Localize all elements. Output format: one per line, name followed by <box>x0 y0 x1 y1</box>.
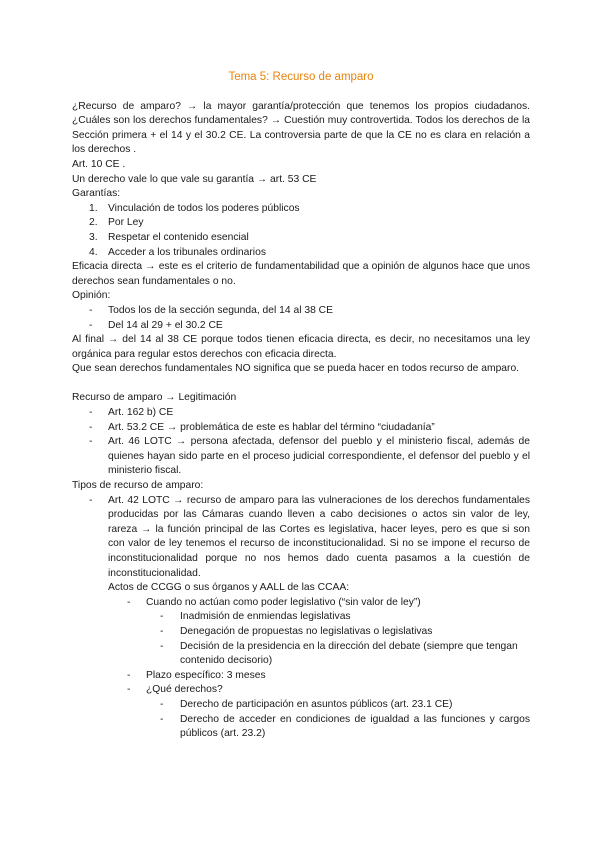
list-item: - Plazo específico: 3 meses <box>127 669 266 681</box>
list-item: 3. Respetar el contenido esencial <box>89 231 249 243</box>
document-page <box>72 70 530 742</box>
eficacia-paragraph: Eficacia directa → este es el criterio de fundamentabilidad que a opinión de algunos hace que unos derechos sean fundamentales o no. <box>72 261 530 287</box>
opinion-heading: Opinión: <box>72 290 111 302</box>
garantias-list <box>72 202 530 260</box>
list-item: - Cuando no actúan como poder legislativo (“sin valor de ley”) - Inadmisión de enmiendas legislativas - Denegación de propuestas no legislativas o legislativas - Decisión de la presidencia en la dirección del debate (siempre que tengan contenido decisorio) <box>72 596 530 669</box>
tipos-list <box>72 494 530 582</box>
opinion-list <box>72 304 530 333</box>
list-item: - Art. 162 b) CE <box>89 407 174 419</box>
page-title: Tema 5: Recurso de amparo <box>228 71 374 83</box>
list-item: - Todos los de la sección segunda, del 14 al 38 CE <box>89 304 333 316</box>
list-item: - Decisión de la presidencia en la dirección del debate (siempre que tengan contenido decisorio) <box>160 640 518 667</box>
garantia-line: Un derecho vale lo que vale su garantía → art. 53 CE <box>72 173 317 185</box>
cuando-list <box>72 610 530 668</box>
actos-line: Actos de CCGG o sus órganos y AALL de las CCAA: <box>108 582 350 594</box>
list-item: - Art. 46 LOTC → persona afectada, defensor del pueblo y el ministerio fiscal, además de quienes hayan sido parte en el proceso judicial correspondiente, el defensor del pueblo y el ministerio fiscal. <box>89 436 530 477</box>
list-item: - Art. 53.2 CE → problemática de este es hablar del término “ciudadanía” <box>89 421 435 433</box>
intro-paragraph: ¿Recurso de amparo? → la mayor garantía/protección que tenemos los propios ciudadanos. ¿Cuáles son los derechos fundamentales? → Cuestión muy controvertida. Todos los derechos de la Sección primera + el 14 y el 30.2 CE. La controversia parte de que la CE no es clara en relación a los derechos . <box>72 100 530 156</box>
que-sean-paragraph: Que sean derechos fundamentales NO significa que se pueda hacer en todos recurso de amparo. <box>72 363 520 375</box>
list-item: - Art. 42 LOTC → recurso de amparo para las vulneraciones de los derechos fundamentales producidas por las Cámaras cuando lleven a cabo decisiones o actos sin valor de ley, rareza → la función principal de las Cortes es legislativa, hacer leyes, pero es que si son con valor de ley tenemos el recurso de inconstitucionalidad. Si no se impone el recurso de inconstitucionalidad porque no nos hemos dado cuenta pasamos a la cuestión de inconstitucionalidad. <box>89 494 530 579</box>
legitimacion-list <box>72 406 530 479</box>
list-item: - Derecho de acceder en condiciones de igualdad a las funciones y cargos públicos (art. 23.2) <box>160 713 530 740</box>
list-item: - Derecho de participación en asuntos públicos (art. 23.1 CE) <box>160 698 453 710</box>
garantias-heading: Garantías: <box>72 188 121 200</box>
actos-list <box>72 596 530 742</box>
art10-line: Art. 10 CE . <box>72 158 126 170</box>
list-item: 2. Por Ley <box>89 217 144 229</box>
legitimacion-heading: Recurso de amparo → Legitimación <box>72 392 237 404</box>
list-item: - ¿Qué derechos? - Derecho de participación en asuntos públicos (art. 23.1 CE) - Derecho de acceder en condiciones de igualdad a las funciones y cargos públicos (art. 23.2) <box>72 683 530 741</box>
al-final-paragraph: Al final → del 14 al 38 CE porque todos tienen eficacia directa, es decir, no necesitamos una ley orgánica para regular estos derechos con eficacia directa. <box>72 334 530 360</box>
list-item: - Denegación de propuestas no legislativas o legislativas <box>160 625 433 637</box>
tipos-heading: Tipos de recurso de amparo: <box>72 480 204 492</box>
derechos-list <box>72 698 530 742</box>
list-item: - Inadmisión de enmiendas legislativas <box>160 611 351 623</box>
list-item: - Del 14 al 29 + el 30.2 CE <box>89 319 223 331</box>
list-item: 1. Vinculación de todos los poderes públicos <box>89 202 300 214</box>
list-item: 4. Acceder a los tribunales ordinarios <box>89 246 266 258</box>
